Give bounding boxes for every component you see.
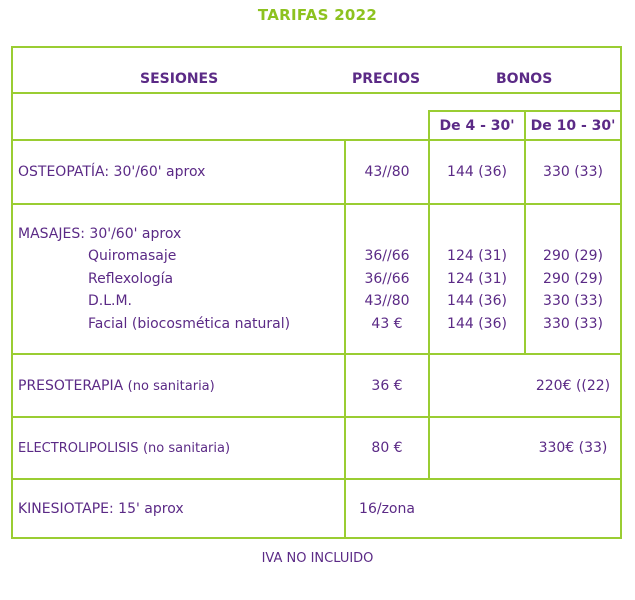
row-divider: [11, 478, 622, 480]
row-kinesiotape: [18, 501, 184, 517]
table-border-top: [11, 46, 622, 48]
table-border-left: [11, 46, 13, 539]
header-bonos: BONOS: [496, 71, 553, 87]
price-cell: 43//80: [364, 164, 410, 180]
bono4-cell: 144 (36): [447, 316, 507, 332]
bono10-cell: 330€ (33): [538, 440, 608, 456]
table-border-right: [620, 46, 622, 539]
price-cell: 43 €: [371, 316, 403, 332]
row-divider: [11, 203, 622, 205]
session-detail: 15' aprox: [118, 501, 184, 517]
session-name: KINESIOTAPE:: [18, 501, 114, 517]
price-cell: 80 €: [371, 440, 403, 456]
bono10-cell: 330 (33): [543, 316, 603, 332]
header-sessions: SESIONES: [140, 71, 219, 87]
price-cell: 36 €: [371, 378, 403, 394]
session-detail: 30'/60' aprox: [113, 164, 206, 180]
bono10-cell: 330 (33): [543, 293, 603, 309]
row-divider: [11, 139, 622, 141]
row-presoterapia: [18, 378, 215, 394]
massage-label: Quiromasaje: [88, 248, 177, 264]
price-cell: 16/zona: [359, 501, 415, 517]
footer-note: IVA NO INCLUIDO: [261, 551, 374, 566]
session-name: MASAJES:: [18, 226, 85, 242]
session-name: PRESOTERAPIA: [18, 378, 124, 394]
price-cell: 36//66: [364, 248, 410, 264]
massage-label: Reflexología: [88, 271, 174, 287]
row-divider: [11, 92, 622, 94]
massage-label: Facial (biocosmética natural): [88, 316, 291, 332]
bono4-cell: 124 (31): [447, 271, 507, 287]
bono10-cell: 330 (33): [543, 164, 603, 180]
header-prices: PRECIOS: [352, 71, 421, 87]
bono10-cell: 290 (29): [543, 248, 603, 264]
session-name: OSTEOPATÍA:: [18, 164, 110, 180]
row-divider: [11, 416, 622, 418]
session-detail: 30'/60' aprox: [89, 226, 182, 242]
page-title: TARIFAS 2022: [257, 6, 378, 24]
header-bono-4: De 4 - 30': [439, 118, 515, 134]
col-divider: [344, 139, 346, 539]
massage-label: D.L.M.: [88, 293, 133, 309]
session-detail: (no sanitaria): [127, 379, 215, 394]
bono10-cell: 290 (29): [543, 271, 603, 287]
row-electrolipolisis: [18, 440, 230, 456]
table-border-bottom: [11, 537, 622, 539]
row-divider: [11, 353, 622, 355]
price-cell: 43//80: [364, 293, 410, 309]
bono4-cell: 124 (31): [447, 248, 507, 264]
bono4-cell: 144 (36): [447, 164, 507, 180]
price-cell: 36//66: [364, 271, 410, 287]
header-bono-10: De 10 - 30': [530, 118, 616, 134]
session-detail: (no sanitaria): [142, 441, 231, 456]
session-name: ELECTROLIPOLISIS: [18, 441, 139, 456]
bono4-cell: 144 (36): [447, 293, 507, 309]
row-osteopatia: [18, 164, 205, 180]
bono10-cell: 220€ ((22): [535, 378, 611, 394]
row-masajes: [18, 226, 181, 242]
